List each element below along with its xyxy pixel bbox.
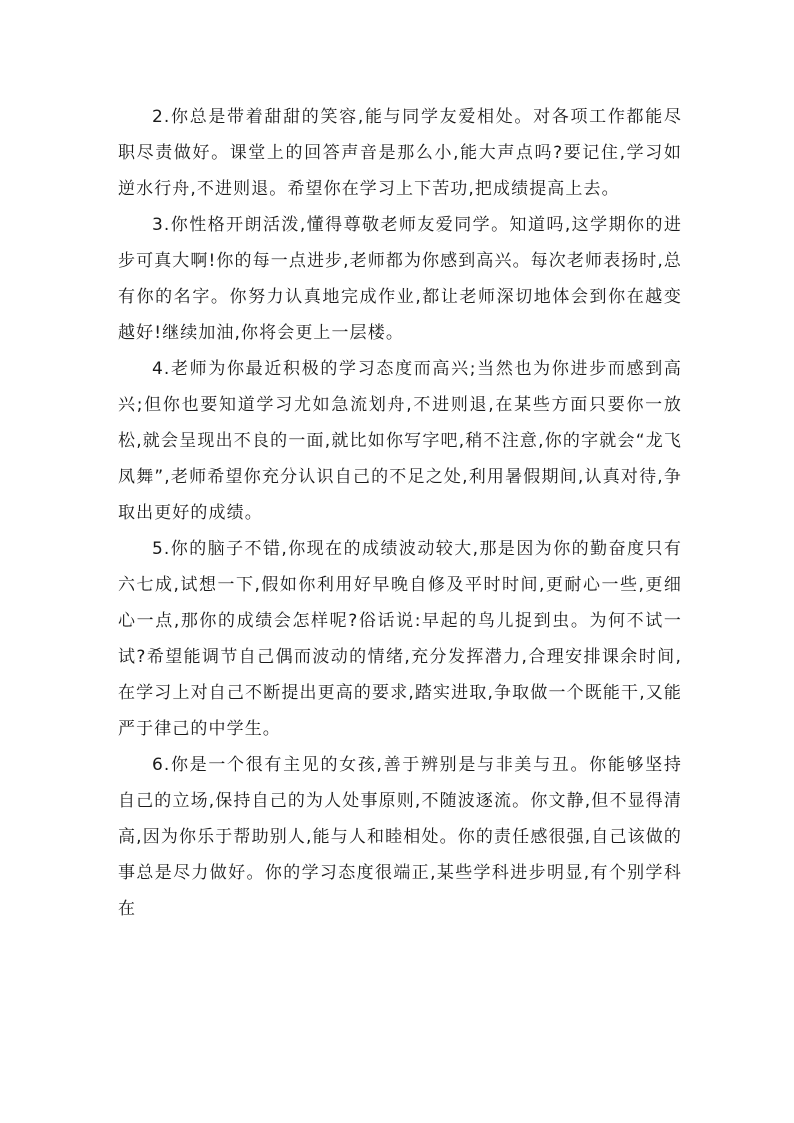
comment-paragraph-6: 6.你是一个很有主见的女孩,善于辨别是与非美与丑。你能够坚持自己的立场,保持自己的为人处事原则,不随波逐流。你文静,但不显得清高,因为你乐于帮助别人,能与人和睦相处。你的责任感很强,自己该做的事总是尽力做好。你的学习态度很端正,某些学科进步明显,有个别学科在 — [118, 755, 682, 919]
document-body — [118, 99, 682, 927]
comment-paragraph-5: 5.你的脑子不错,你现在的成绩波动较大,那是因为你的勤奋度只有六七成,试想一下,假如你利用好早晚自修及平时时间,更耐心一些,更细心一点,那你的成绩会怎样呢?俗话说:早起的鸟儿捉到虫。为何不试一试?希望能调节自己偶而波动的情绪,充分发挥潜力,合理安排课余时间,在学习上对自己不断提出更高的要求,踏实进取,争取做一个既能干,又能严于律己的中学生。 — [118, 539, 682, 739]
comment-paragraph-3: 3.你性格开朗活泼,懂得尊敬老师友爱同学。知道吗,这学期你的进步可真大啊!你的每一点进步,老师都为你感到高兴。每次老师表扬时,总有你的名字。你努力认真地完成作业,都让老师深切地体会到你在越变越好!继续加油,你将会更上一层楼。 — [118, 215, 682, 343]
comment-paragraph-2: 2.你总是带着甜甜的笑容,能与同学友爱相处。对各项工作都能尽职尽责做好。课堂上的回答声音是那么小,能大声点吗?要记住,学习如逆水行舟,不进则退。希望你在学习上下苦功,把成绩提高上去。 — [118, 107, 682, 199]
comment-paragraph-4: 4.老师为你最近积极的学习态度而高兴;当然也为你进步而感到高兴;但你也要知道学习尤如急流划舟,不进则退,在某些方面只要你一放松,就会呈现出不良的一面,就比如你写字吧,稍不注意,你的字就会“龙飞凤舞”,老师希望你充分认识自己的不足之处,利用暑假期间,认真对待,争取出更好的成绩。 — [118, 359, 682, 523]
